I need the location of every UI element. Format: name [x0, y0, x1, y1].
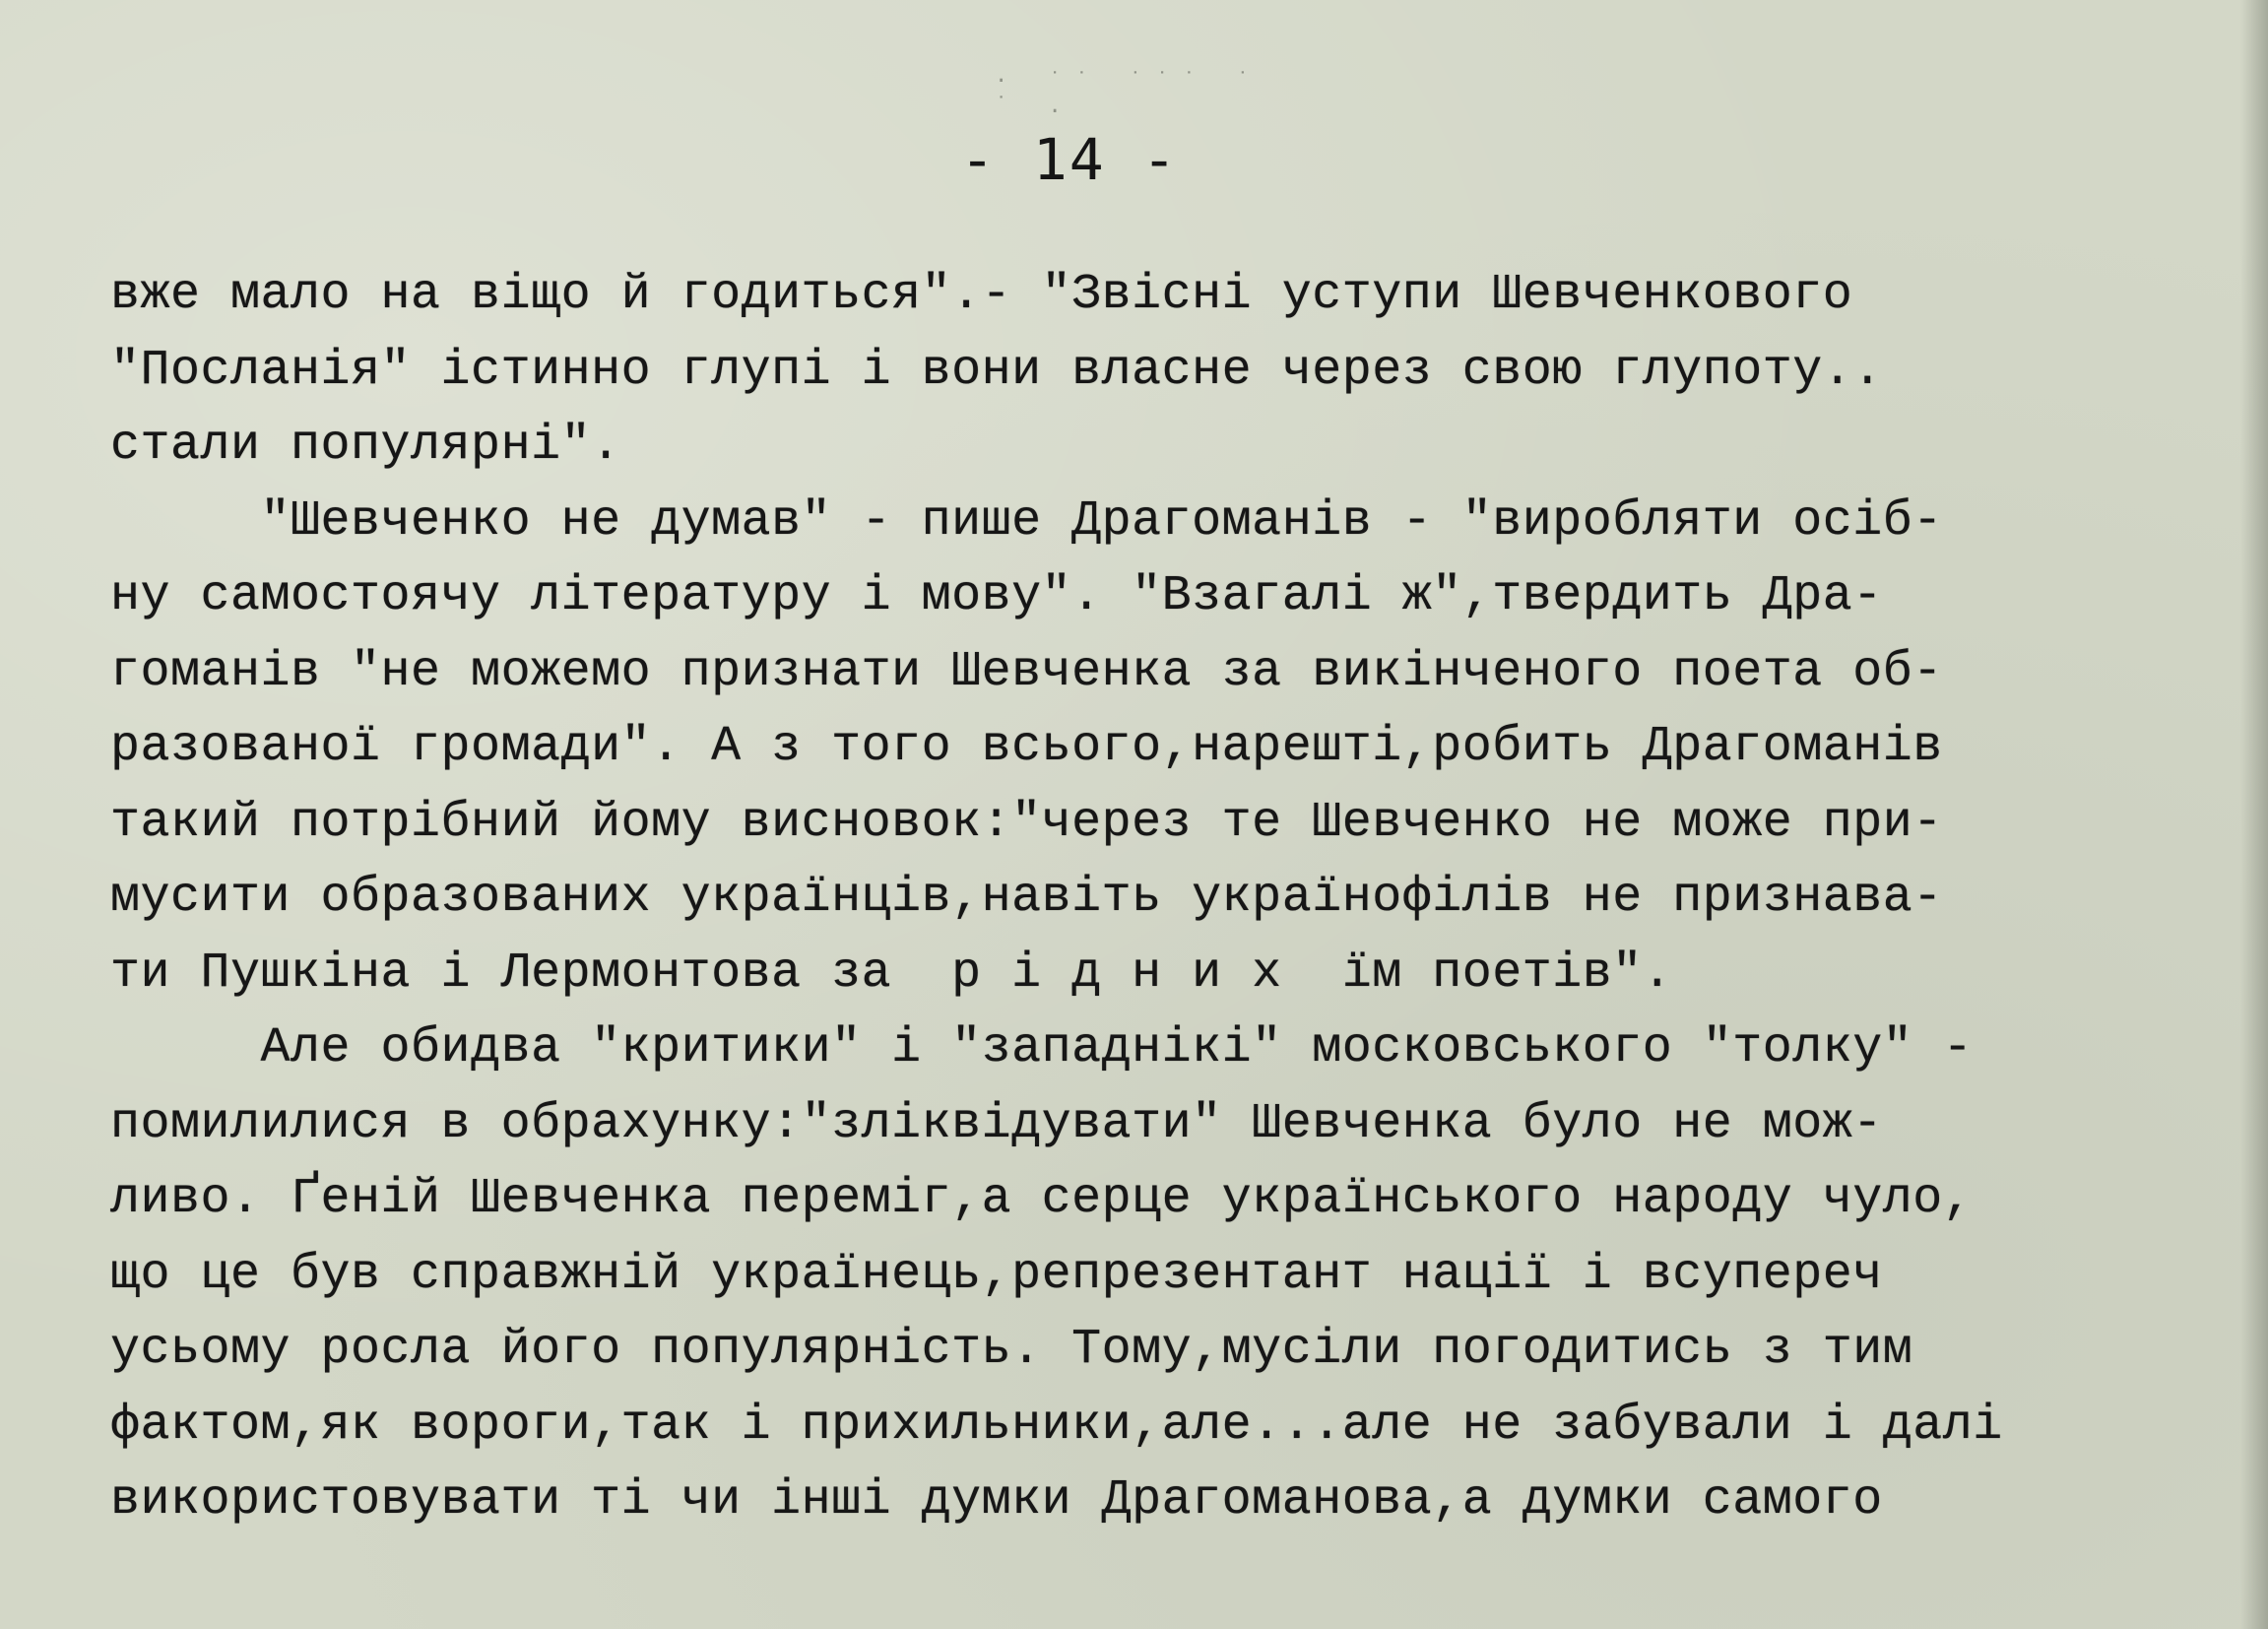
text-line: ти Пушкіна і Лермонтова за р і д н и х їм поетів". — [110, 945, 1673, 1002]
text-line: гоманів "не можемо признати Шевченка за викінченого поета об- — [110, 643, 1943, 700]
text-line: ливо. Ґеній Шевченка переміг,а серце українського народу чуло, — [110, 1171, 1974, 1227]
text-line: "Шевченко не думав" - пише Драгоманів - "виробляти осіб- — [110, 492, 1943, 550]
text-line: мусити образованих українців,навіть українофілів не признава- — [110, 870, 1943, 926]
text-line: помилилися в обрахунку:"зліквідувати" Шевченка було не мож- — [110, 1095, 1883, 1152]
header-smudge-decoration: · ˙˙ ˙˙˙ ˙ ˙ . — [995, 69, 1264, 118]
page-number: - 14 - — [960, 126, 1179, 193]
text-line: разованої громади". А з того всього,нарешті,робить Драгоманів — [110, 719, 1943, 775]
text-line: вже мало на віщо й годиться".- "Звісні уступи Шевченкового — [110, 267, 1853, 323]
text-line: стали популярні". — [110, 418, 621, 474]
text-line: усьому росла його популярність. Тому,мусіли погодитись з тим — [110, 1322, 1913, 1378]
text-line: Але обидва "критики" і "западнікі" московського "толку" - — [110, 1020, 1974, 1076]
text-line: такий потрібний йому висновок:"через те Шевченко не може при- — [110, 794, 1943, 851]
text-line: ну самостоячу літературу і мову". "Взагалі ж",твердить Дра- — [110, 568, 1883, 624]
typewritten-text-block — [110, 258, 2247, 1539]
text-line: що це був справжній українець,репрезентант нації і всупереч — [110, 1246, 1883, 1303]
text-line: фактом,як вороги,так і прихильники,але...але не забували і далі — [110, 1397, 2003, 1454]
text-line: "Посланія" істинно глупі і вони власне через свою глупоту.. — [110, 342, 1883, 399]
text-line: використовувати ті чи інші думки Драгоманова,а думки самого — [110, 1472, 1883, 1529]
